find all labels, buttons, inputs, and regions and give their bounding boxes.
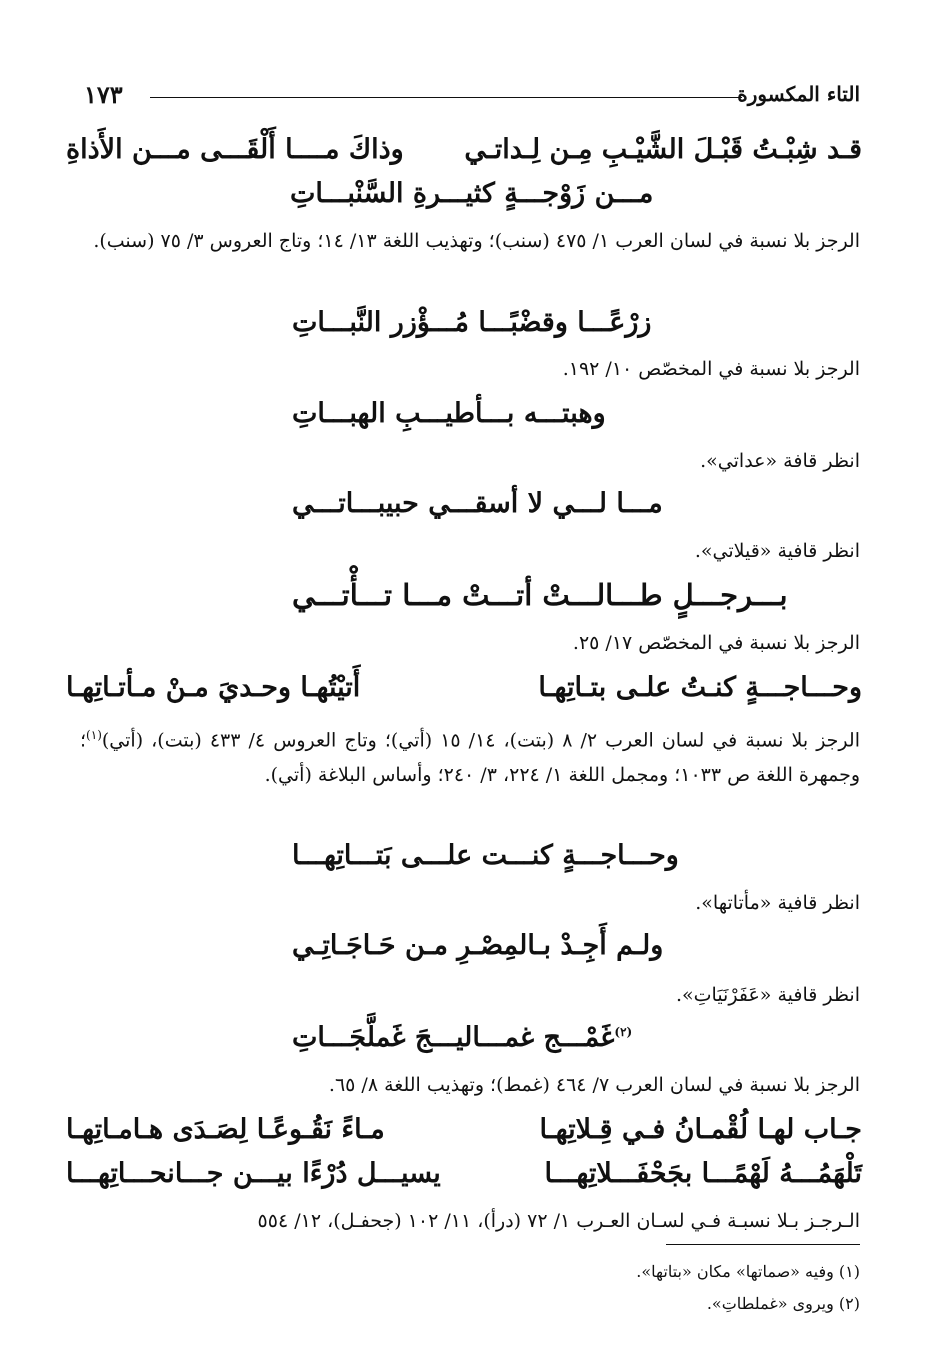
source-note: الرجز بلا نسبة في لسان العرب ١/ ٤٧٥ (سنب)؛ وتهذيب اللغة ١٣/ ١٤؛ وتاج العروس ٣/ ٧٥ (سنب). [93, 230, 860, 252]
verse-text: غَمْـــج غمـــاليـــجَ غَملَّجَـــاتِ [292, 1022, 615, 1053]
source-note: الـرجـز بـلا نسبـة فـي لسـان العـرب ١/ ٧٢ (درأ)، ١١/ ١٠٢ (جحفـل)، ١٢/ ٥٥٤ [257, 1210, 860, 1232]
footnote-ref: (١) [86, 728, 102, 742]
verse-line: زرْعًـــا وقضْبًـــا مُـــؤْزر النَّبـــاتِ [292, 307, 652, 338]
verse-couplet [66, 672, 862, 712]
verse-continuation: مـــن زَوْجـــةٍ كثيـــرةِ السَّنْبـــاتِ [290, 178, 654, 209]
hemistich-right: تَلْهَمُـــهُ لَهْمًـــا بجَحْفَـــلاتِهـــا [544, 1158, 862, 1189]
verse-couplet [66, 1114, 862, 1154]
source-note: الرجز بلا نسبة في المخصّص ١٠/ ١٩٢. [562, 358, 860, 380]
cross-reference-note: انظر قافية «عَفَرْنَيَاتِ». [675, 984, 860, 1006]
running-title: التاء المكسورة [737, 82, 860, 106]
verse-line [292, 1022, 632, 1053]
cross-reference-note: انظر قافة «عداتي». [700, 450, 860, 472]
footnote-1: (١) وفيه «صماتها» مكان «بتاتها». [636, 1262, 860, 1281]
page-number: ١٧٣ [84, 80, 123, 109]
verse-line: بـــرجـــلٍ طـــالـــتْ أتـــتْ مـــا تـــأْتـــي [292, 578, 788, 612]
page-header [84, 82, 860, 116]
verse-line: وهبتـــه بـــأطيـــبِ الهبـــاتِ [292, 398, 606, 429]
verse-line: مـــا لـــي لا أسقـــي حبيبـــاتـــي [292, 488, 663, 519]
source-note: الرجز بلا نسبة في لسان العرب ٧/ ٤٦٤ (غمط)؛ وتهذيب اللغة ٨/ ٦٥. [328, 1074, 860, 1096]
verse-couplet [66, 1158, 862, 1198]
note-text: الرجز بلا نسبة في لسان العرب ٢/ ٨ (بتت)، ١٤/ ١٥ (أتي)؛ وتاج العروس ٤/ ٤٣٣ (بتت)، (أتي) [101, 729, 860, 752]
footnote-separator [666, 1244, 860, 1245]
footnote-ref: (٢) [614, 1025, 633, 1039]
hemistich-left: أَتيْتُهـا وحـديَ مـنْ مـأتـاتِهـا [66, 672, 361, 703]
note-text-cont: ؛ وجمهرة اللغة ص ١٠٣٣؛ ومجمل اللغة ١/ ٢٢٤، ٣/ ٢٤٠؛ وأساس البلاغة (أتي). [80, 729, 860, 787]
hemistich-left: مـاءً نَقُـوعًـا لِصَـدَى هـامـاتِهـا [66, 1114, 385, 1145]
source-note [80, 718, 860, 793]
footnote-2: (٢) ويروى «غملطاتِ». [706, 1294, 860, 1313]
verse-line: ولـم أَجِـدْ بـالمِصْـرِ مـن حَـاجَـاتِـي [292, 930, 664, 961]
header-rule [150, 97, 742, 98]
verse-line: وحـــاجـــةٍ كنـــت علـــى بَتـــاتِهـــا [292, 840, 679, 871]
hemistich-left: يسيـــل دُرْءًا بيـــن جـــانحـــاتِهـــا [66, 1158, 441, 1189]
hemistich-right: وحـــاجـــةٍ كنـتُ علـى بتـاتِهـا [538, 672, 862, 703]
cross-reference-note: انظر قافية «مأتاتها». [695, 892, 860, 914]
verse-couplet [66, 134, 862, 174]
source-note: الرجز بلا نسبة في المخصّص ١٧/ ٢٥. [572, 632, 860, 654]
cross-reference-note: انظر قافية «قيلاتي». [694, 540, 860, 562]
hemistich-left: وذاكَ مــــا أَلْقَـــى مـــن الأَذاةِ [66, 134, 404, 165]
hemistich-right: جـاب لهـا لُقْمـانُ فـي قِـلاتِهـا [539, 1114, 862, 1145]
hemistich-right: قـد شِبْـتُ قَبْـلَ الشَّيْـبِ مِـن لِـداتـي [464, 134, 862, 165]
